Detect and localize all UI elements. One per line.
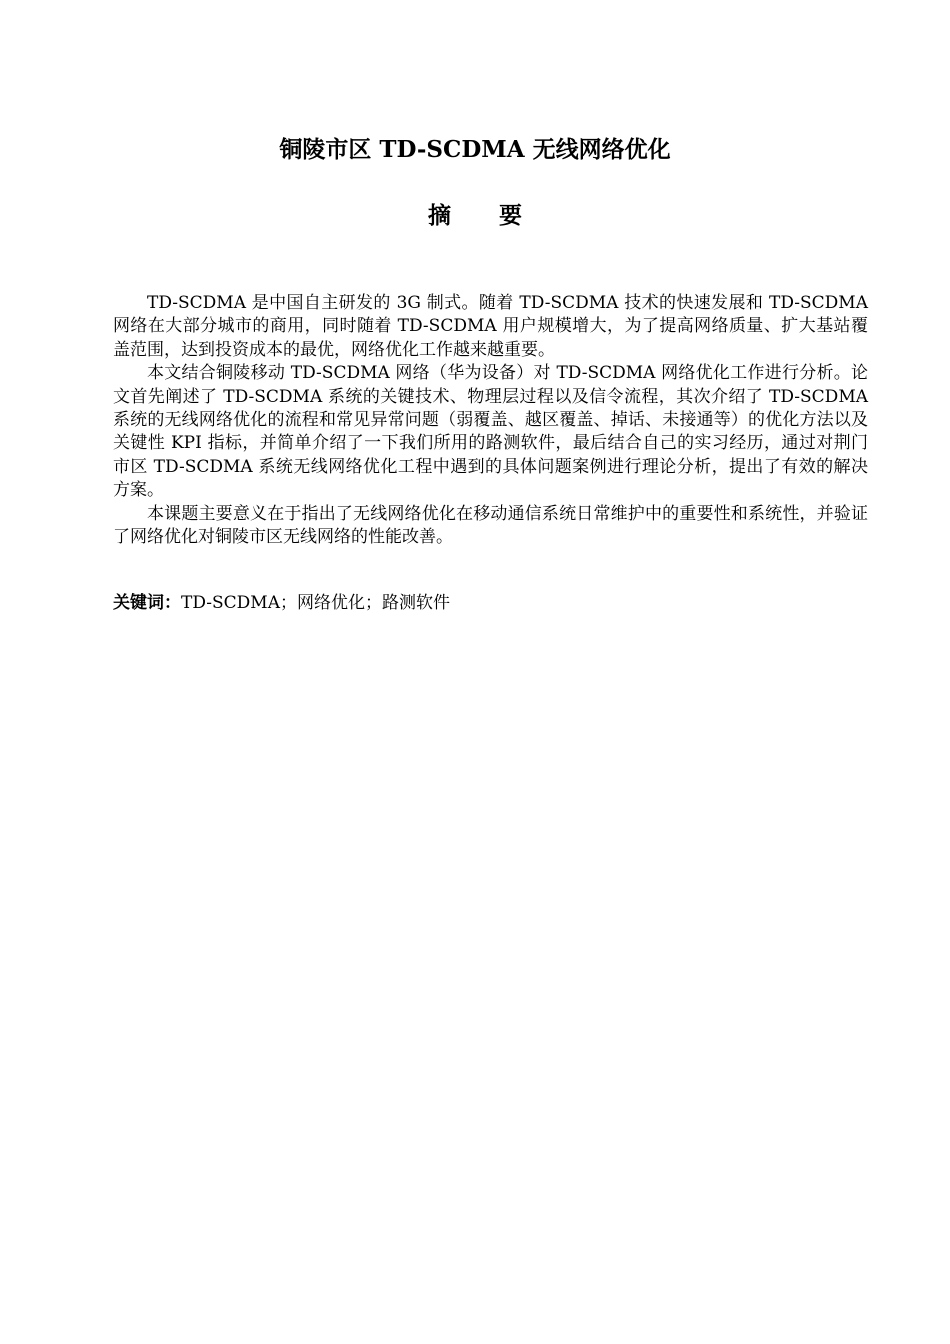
keywords-label: 关键词： <box>113 593 181 613</box>
keywords-values: TD-SCDMA；网络优化；路测软件 <box>181 593 450 613</box>
abstract-paragraph-1: TD-SCDMA 是中国自主研发的 3G 制式。随着 TD-SCDMA 技术的快速发展和 TD-SCDMA 网络在大部分城市的商用，同时随着 TD-SCDMA 用户规模增大，为了提高网络质量、扩大基站覆盖范围，达到投资成本的最优，网络优化工作越来越重要。 <box>113 293 868 360</box>
keywords-line <box>113 592 868 615</box>
abstract-paragraph-3: 本课题主要意义在于指出了无线网络优化在移动通信系统日常维护中的重要性和系统性，并验证了网络优化对铜陵市区无线网络的性能改善。 <box>113 503 868 548</box>
abstract-heading-char-1: 摘 <box>428 202 451 229</box>
abstract-paragraph-2: 本文结合铜陵移动 TD-SCDMA 网络（华为设备）对 TD-SCDMA 网络优化工作进行分析。论文首先阐述了 TD-SCDMA 系统的关键技术、物理层过程以及信令流程，其次介绍了 TD-SCDMA 系统的无线网络优化的流程和常见异常问题（弱覆盖、越区覆盖、掉话、未接通等）的优化方法以及关键性 KPI 指标，并简单介绍了一下我们所用的路测软件，最后结合自己的实习经历，通过对荆门市区 TD-SCDMA 系统无线网络优化工程中遇到的具体问题案例进行理论分析，提出了有效的解决方案。 <box>113 363 868 501</box>
abstract-heading-char-2: 要 <box>499 202 522 229</box>
abstract-heading <box>0 200 950 232</box>
document-title: 铜陵市区 TD-SCDMA 无线网络优化 <box>279 136 671 163</box>
abstract-body <box>113 292 868 549</box>
